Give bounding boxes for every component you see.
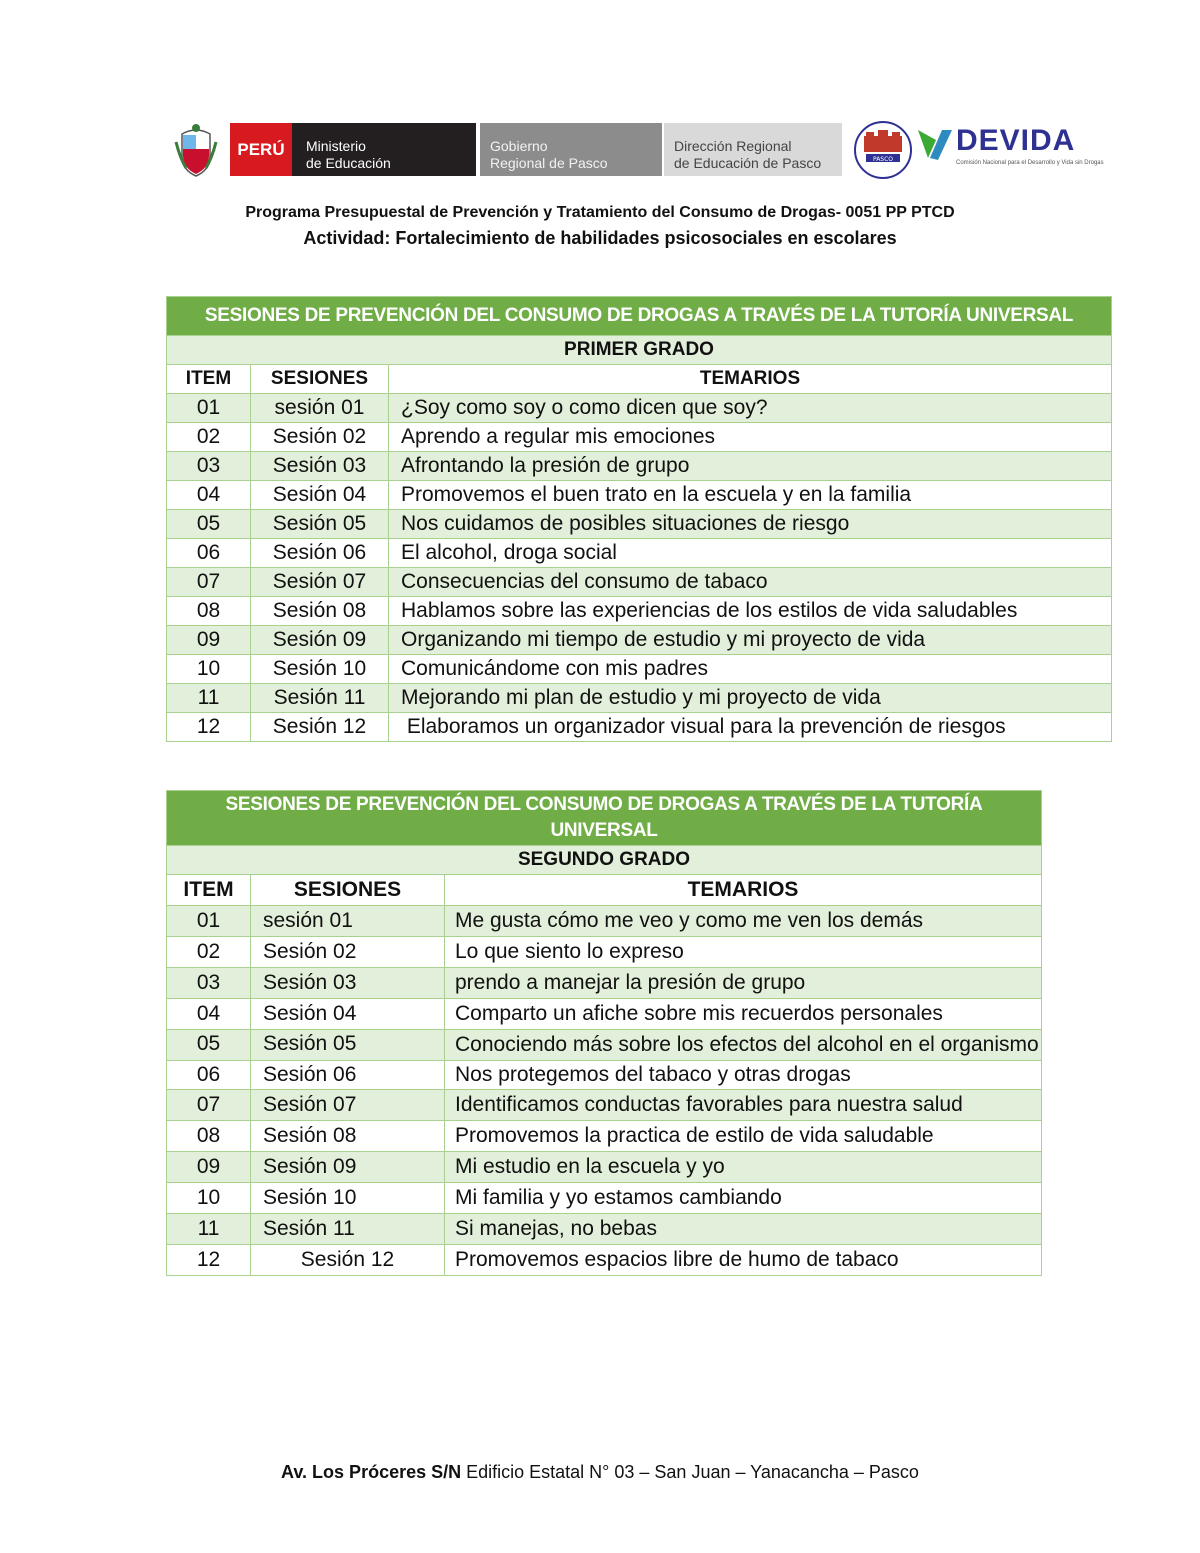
gobierno-line1: Gobierno [490, 138, 548, 154]
topic-cell: Nos protegemos del tabaco y otras drogas [445, 1061, 1042, 1090]
topic-cell: Promovemos la practica de estilo de vida saludable [445, 1121, 1042, 1152]
item-cell: 07 [167, 568, 251, 597]
session-cell: Sesión 07 [251, 568, 389, 597]
topic-cell: prendo a manejar la presión de grupo [445, 968, 1042, 999]
grade-label: SEGUNDO GRADO [167, 846, 1042, 875]
session-cell: Sesión 07 [251, 1090, 445, 1121]
session-cell: Sesión 11 [251, 1214, 445, 1245]
item-cell: 12 [167, 1245, 251, 1276]
gobierno-regional-logo [480, 123, 662, 176]
topic-cell: Aprendo a regular mis emociones [389, 423, 1112, 452]
footer-address-rest: Edificio Estatal N° 03 – San Juan – Yanacancha – Pasco [461, 1462, 919, 1482]
table-row [167, 937, 1042, 968]
item-cell: 10 [167, 1183, 251, 1214]
column-header-sesiones: SESIONES [251, 365, 389, 394]
gobierno-line2: Regional de Pasco [490, 155, 608, 171]
topic-cell: Promovemos espacios libre de humo de tabaco [445, 1245, 1042, 1276]
table-row [167, 1030, 1042, 1061]
direccion-line1: Dirección Regional [674, 138, 792, 154]
session-cell: Sesión 08 [251, 597, 389, 626]
session-cell: Sesión 09 [251, 1152, 445, 1183]
direccion-line2: de Educación de Pasco [674, 155, 822, 171]
table-row [167, 655, 1112, 684]
column-header-sesiones: SESIONES [251, 875, 445, 906]
devida-subtitle: Comisión Nacional para el Desarrollo y Vida sin Drogas [956, 160, 1104, 166]
table-row [167, 1090, 1042, 1121]
devida-logo [916, 124, 1104, 178]
ministry-logo [292, 123, 476, 176]
table-row [167, 452, 1112, 481]
topic-cell: Comparto un afiche sobre mis recuerdos personales [445, 999, 1042, 1030]
table-row [167, 684, 1112, 713]
item-cell: 11 [167, 1214, 251, 1245]
topic-cell: Comunicándome con mis padres [389, 655, 1112, 684]
column-header-temarios: TEMARIOS [445, 875, 1042, 906]
topic-cell: Lo que siento lo expreso [445, 937, 1042, 968]
peru-logo [230, 123, 292, 176]
table-row [167, 1121, 1042, 1152]
grade-label: PRIMER GRADO [167, 336, 1112, 365]
session-cell: Sesión 08 [251, 1121, 445, 1152]
item-cell: 05 [167, 510, 251, 539]
pasco-seal-icon [852, 120, 914, 180]
topic-cell: Nos cuidamos de posibles situaciones de riesgo [389, 510, 1112, 539]
topic-cell: Si manejas, no bebas [445, 1214, 1042, 1245]
session-cell: sesión 01 [251, 906, 445, 937]
activity-title: Actividad: Fortalecimiento de habilidades psicosociales en escolares [303, 228, 897, 248]
table-row [167, 999, 1042, 1030]
table-row [167, 597, 1112, 626]
session-cell: Sesión 10 [251, 1183, 445, 1214]
topic-cell: Consecuencias del consumo de tabaco [389, 568, 1112, 597]
item-cell: 08 [167, 1121, 251, 1152]
ministry-line1: Ministerio [306, 138, 366, 154]
topic-cell: Promovemos el buen trato en la escuela y en la familia [389, 481, 1112, 510]
session-cell: Sesión 04 [251, 481, 389, 510]
item-cell: 09 [167, 626, 251, 655]
table-row [167, 1061, 1042, 1090]
table-row [167, 1183, 1042, 1214]
peru-label: PERÚ [237, 139, 285, 159]
item-cell: 12 [167, 713, 251, 742]
item-cell: 06 [167, 1061, 251, 1090]
item-cell: 07 [167, 1090, 251, 1121]
table-row [167, 539, 1112, 568]
topic-cell: Afrontando la presión de grupo [389, 452, 1112, 481]
table-row [167, 423, 1112, 452]
sessions-table-primer-grado [166, 296, 1112, 742]
devida-leaf-icon [916, 126, 954, 166]
session-cell: Sesión 12 [251, 1245, 445, 1276]
session-cell: Sesión 03 [251, 968, 445, 999]
session-cell: Sesión 09 [251, 626, 389, 655]
item-cell: 06 [167, 539, 251, 568]
session-cell: Sesión 11 [251, 684, 389, 713]
header-logos [168, 120, 1104, 182]
session-cell: Sesión 02 [251, 937, 445, 968]
table-row [167, 906, 1042, 937]
item-cell: 04 [167, 999, 251, 1030]
column-header-temarios: TEMARIOS [389, 365, 1112, 394]
session-cell: Sesión 05 [251, 510, 389, 539]
item-cell: 03 [167, 968, 251, 999]
item-cell: 02 [167, 937, 251, 968]
topic-cell: Mi familia y yo estamos cambiando [445, 1183, 1042, 1214]
table-row [167, 481, 1112, 510]
topic-cell: Elaboramos un organizador visual para la prevención de riesgos [389, 713, 1112, 742]
topic-cell: Identificamos conductas favorables para nuestra salud [445, 1090, 1042, 1121]
topic-cell: Mi estudio en la escuela y yo [445, 1152, 1042, 1183]
footer-address [0, 1462, 1200, 1483]
topic-cell: Conociendo más sobre los efectos del alcohol en el organismo [445, 1030, 1042, 1061]
table-row [167, 394, 1112, 423]
pasco-seal-label: PASCO [872, 156, 894, 163]
item-cell: 03 [167, 452, 251, 481]
table-title-line1: SESIONES DE PREVENCIÓN DEL CONSUMO DE DROGAS A TRAVÉS DE LA TUTORÍA [225, 794, 983, 815]
session-cell: Sesión 04 [251, 999, 445, 1030]
table-row [167, 510, 1112, 539]
item-cell: 02 [167, 423, 251, 452]
column-header-item: ITEM [167, 875, 251, 906]
table-row [167, 968, 1042, 999]
table-title: SESIONES DE PREVENCIÓN DEL CONSUMO DE DROGAS A TRAVÉS DE LA TUTORÍA UNIVERSAL [167, 297, 1112, 336]
item-cell: 01 [167, 906, 251, 937]
table-row [167, 1214, 1042, 1245]
program-title: Programa Presupuestal de Prevención y Tratamiento del Consumo de Drogas- 0051 PP PTCD [245, 204, 955, 221]
table-title [167, 791, 1042, 846]
devida-name: DEVIDA [956, 124, 1076, 157]
session-cell: Sesión 10 [251, 655, 389, 684]
table-title-line2: UNIVERSAL [550, 820, 658, 841]
footer-address-bold: Av. Los Próceres S/N [281, 1462, 462, 1482]
topic-cell: El alcohol, droga social [389, 539, 1112, 568]
column-header-item: ITEM [167, 365, 251, 394]
session-cell: sesión 01 [251, 394, 389, 423]
item-cell: 09 [167, 1152, 251, 1183]
topic-cell: ¿Soy como soy o como dicen que soy? [389, 394, 1112, 423]
session-cell: Sesión 03 [251, 452, 389, 481]
table-row [167, 1245, 1042, 1276]
item-cell: 01 [167, 394, 251, 423]
item-cell: 08 [167, 597, 251, 626]
session-cell: Sesión 05 [251, 1030, 445, 1061]
item-cell: 10 [167, 655, 251, 684]
item-cell: 11 [167, 684, 251, 713]
item-cell: 05 [167, 1030, 251, 1061]
topic-cell: Me gusta cómo me veo y como me ven los demás [445, 906, 1042, 937]
session-cell: Sesión 06 [251, 1061, 445, 1090]
table-row [167, 713, 1112, 742]
table-row [167, 1152, 1042, 1183]
session-cell: Sesión 02 [251, 423, 389, 452]
topic-cell: Mejorando mi plan de estudio y mi proyecto de vida [389, 684, 1112, 713]
table-row [167, 626, 1112, 655]
session-cell: Sesión 12 [251, 713, 389, 742]
topic-cell: Organizando mi tiempo de estudio y mi proyecto de vida [389, 626, 1112, 655]
sessions-table-segundo-grado [166, 790, 1042, 1276]
topic-cell: Hablamos sobre las experiencias de los estilos de vida saludables [389, 597, 1112, 626]
peru-coat-of-arms-icon [174, 122, 218, 178]
item-cell: 04 [167, 481, 251, 510]
direccion-regional-logo [664, 123, 842, 176]
table-row [167, 568, 1112, 597]
session-cell: Sesión 06 [251, 539, 389, 568]
ministry-line2: de Educación [306, 155, 391, 171]
